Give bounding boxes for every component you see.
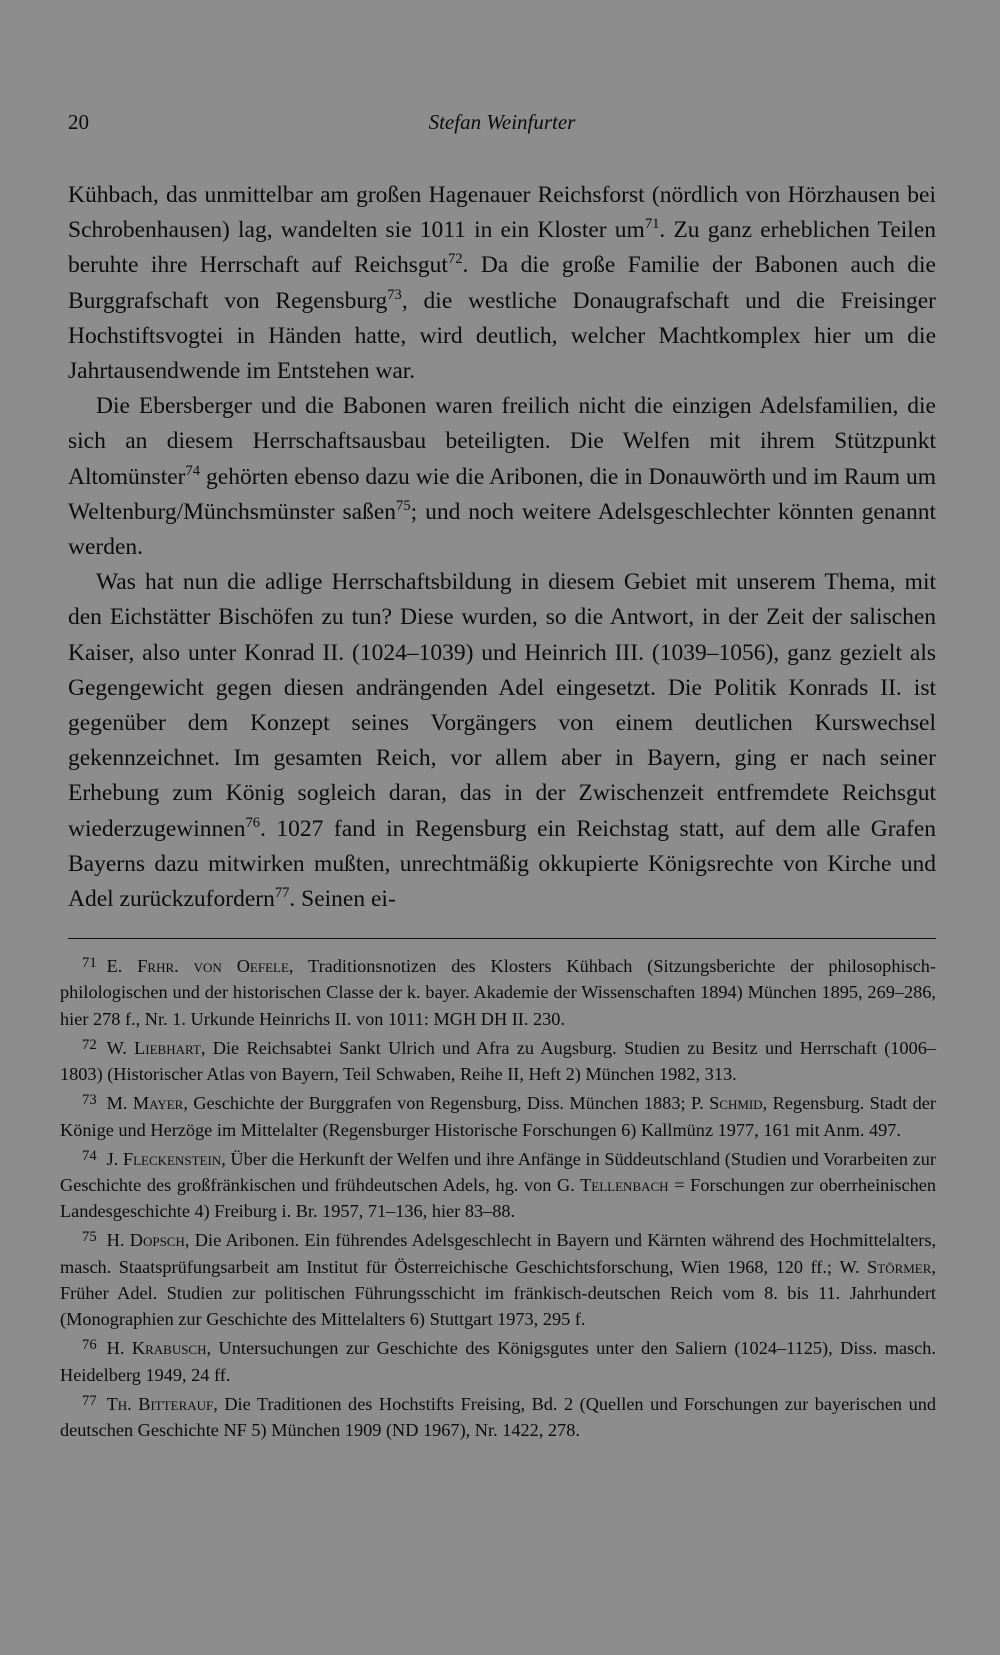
footnote-text: , Traditionsnotizen des Klosters Kühbach (Sitzungsberichte der philosophisch-philologischen und der historischen Classe der k. bayer. Akademie der Wissenschaften 1894) München 1895, 269–286, hier 278 f., Nr. 1. Urkunde Heinrichs II. von 1011: MGH DH II. 230. bbox=[60, 956, 936, 1029]
text-run: Was hat nun die adlige Herrschaftsbildung in diesem Gebiet mit unserem Thema, mit den Eichstätter Bischöfen zu tun? Diese wurden, so die Antwort, in der Zeit der salischen Kaiser, also unter Konrad II. (1024–1039) und Heinrich III. (1039–1056), ganz gezielt als Gegengewicht gegen diesen andrängenden Adel eingesetzt. Die Politik Konrads II. ist gegenüber dem Konzept seines Vorgängers von einem deutlichen Kurswechsel gekennzeichnet. Im gesamten Reich, vor allem aber in Bayern, ging er nach seiner Erhebung zum König sogleich daran, das in der Zwischenzeit entfremdete Reichsgut wiederzugewinnen bbox=[68, 569, 936, 842]
footnote-text: = Forschungen zur oberrheinischen Landesgeschichte 4) Freiburg i. Br. 1957, 71–136, hier 83–88. bbox=[60, 1175, 937, 1222]
footnote-author: W. Liebhart bbox=[106, 1037, 201, 1058]
footnote-text: , Die Reichsabtei Sankt Ulrich und Afra zu Augsburg. Studien zu Besitz und Herrschaft (1006–1803) (Historischer Atlas von Bayern, Teil Schwaben, Reihe II, Heft 2) München 1982, 313. bbox=[60, 1037, 936, 1085]
footnote-72 bbox=[60, 1032, 936, 1088]
footnote-76 bbox=[60, 1332, 936, 1388]
text-run: . Seinen ei- bbox=[289, 886, 396, 913]
footnote-text: , Regensburg. Stadt der Könige und Herzöge im Mittelalter (Regensburger Historische Forschungen 6) Kallmünz 1977, 161 mit Anm. 497. bbox=[60, 1093, 936, 1140]
footnote-number: 72 bbox=[82, 1036, 97, 1053]
page-number: 20 bbox=[68, 110, 89, 134]
footnote-author: G. Tellenbach bbox=[557, 1175, 669, 1196]
footnote-number: 73 bbox=[82, 1092, 97, 1109]
footnote-71 bbox=[60, 950, 936, 1032]
footnote-text: , Früher Adel. Studien zur politischen Führungsschicht im fränkisch-deutschen Reich vom 8. bis 11. Jahrhundert (Monographien zur Geschichte des Mittelalters 6) Stuttgart 1973, 295 f. bbox=[60, 1256, 936, 1330]
text-run: . 1027 fand in Regensburg ein Reichstag statt, auf dem alle Grafen Bayerns dazu mitwirken mußten, unrechtmäßig okkupierte Königsrechte von Kirche und Adel zurückzufordern bbox=[68, 815, 936, 913]
footnote-author: E. Frhr. von Oefele bbox=[106, 956, 289, 977]
footnote-number: 71 bbox=[82, 955, 97, 971]
running-head bbox=[68, 110, 936, 140]
footnote-author: P. Schmid bbox=[690, 1093, 763, 1114]
footnote-number: 77 bbox=[82, 1392, 97, 1409]
paragraph-3 bbox=[68, 565, 936, 917]
paragraph-2 bbox=[68, 389, 936, 565]
footnote-number: 76 bbox=[82, 1337, 97, 1354]
footnote-77 bbox=[60, 1388, 936, 1444]
footnote-number: 75 bbox=[82, 1229, 97, 1246]
footnotes bbox=[60, 950, 936, 1443]
footnote-author: J. Fleckenstein bbox=[106, 1148, 222, 1169]
footnote-author: H. Krabusch bbox=[106, 1338, 207, 1359]
text-run: Die Ebersberger und die Babonen waren freilich nicht die einzigen Adelsfamilien, die sich an diesem Herrschaftsausbau beteiligten. Die Welfen mit ihrem Stützpunkt Altomünster bbox=[68, 393, 936, 490]
footnote-text: , Untersuchungen zur Geschichte des Königsgutes unter den Saliern (1024–1125), Diss. masch. Heidelberg 1949, 24 ff. bbox=[60, 1338, 936, 1385]
text-run: ; und noch weitere Adelsgeschlechter könnten genannt werden. bbox=[68, 498, 936, 561]
footnote-author: M. Mayer bbox=[106, 1093, 184, 1114]
footnote-author: Th. Bitterauf bbox=[106, 1394, 214, 1415]
paragraph-1 bbox=[68, 178, 936, 389]
footnote-text: , Geschichte der Burggrafen von Regensburg, Diss. München 1883; bbox=[183, 1093, 691, 1114]
footnote-ref: 71 bbox=[644, 216, 660, 233]
footnote-ref: 76 bbox=[245, 814, 261, 831]
main-text bbox=[68, 178, 936, 917]
text-run: , die westliche Donaugrafschaft und die Freisinger Hochstiftsvogtei in Händen hatte, wird deutlich, welcher Machtkomplex hier um die Jahrtausendwende im Entstehen war. bbox=[68, 287, 936, 385]
running-head-author: Stefan Weinfurter bbox=[428, 110, 576, 134]
text-run: Kühbach, das unmittelbar am großen Hagenauer Reichsforst (nördlich von Hörzhausen bei Schrobenhausen) lag, wandelten sie 1011 in ein Kloster um bbox=[68, 182, 936, 244]
footnote-ref: 72 bbox=[447, 251, 463, 268]
footnote-ref: 74 bbox=[185, 462, 201, 479]
footnote-number: 74 bbox=[82, 1147, 97, 1164]
footnote-73 bbox=[60, 1087, 936, 1143]
footnote-text: , Die Traditionen des Hochstifts Freising, Bd. 2 (Quellen und Forschungen zur bayerischen und deutschen Geschichte NF 5) München 1909 (ND 1967), Nr. 1422, 278. bbox=[60, 1394, 936, 1441]
text-run: . Da die große Familie der Babonen auch die Burggrafschaft von Regensburg bbox=[68, 252, 936, 314]
footnote-text: , Die Aribonen. Ein führendes Adelsgeschlecht in Bayern und Kärnten während des Hochmittelalters, masch. Staatsprüfungsarbeit am Institut für Österreichische Geschichtsforschung, Wien 1968, 120 ff.; bbox=[60, 1230, 937, 1277]
footnote-ref: 75 bbox=[396, 498, 411, 514]
footnote-text: , Über die Herkunft der Welfen und ihre Anfänge in Süddeutschland (Studien und Vorarbeiten zur Geschichte des großfränkischen und frühdeutschen Adels, hg. von bbox=[60, 1148, 936, 1196]
text-run: . Zu ganz erheblichen Teilen beruhte ihre Herrschaft auf Reichsgut bbox=[68, 217, 936, 279]
footnote-author: H. Dopsch bbox=[106, 1230, 185, 1251]
footnote-75 bbox=[60, 1224, 936, 1332]
footnote-divider bbox=[68, 938, 936, 939]
text-run: gehörten ebenso dazu wie die Aribonen, die in Donauwörth und im Raum um Weltenburg/Münchsmünster saßen bbox=[68, 463, 936, 525]
footnote-ref: 73 bbox=[387, 286, 402, 303]
footnote-74 bbox=[60, 1143, 936, 1225]
footnote-author: W. Störmer bbox=[839, 1256, 932, 1277]
footnote-ref: 77 bbox=[274, 885, 290, 902]
